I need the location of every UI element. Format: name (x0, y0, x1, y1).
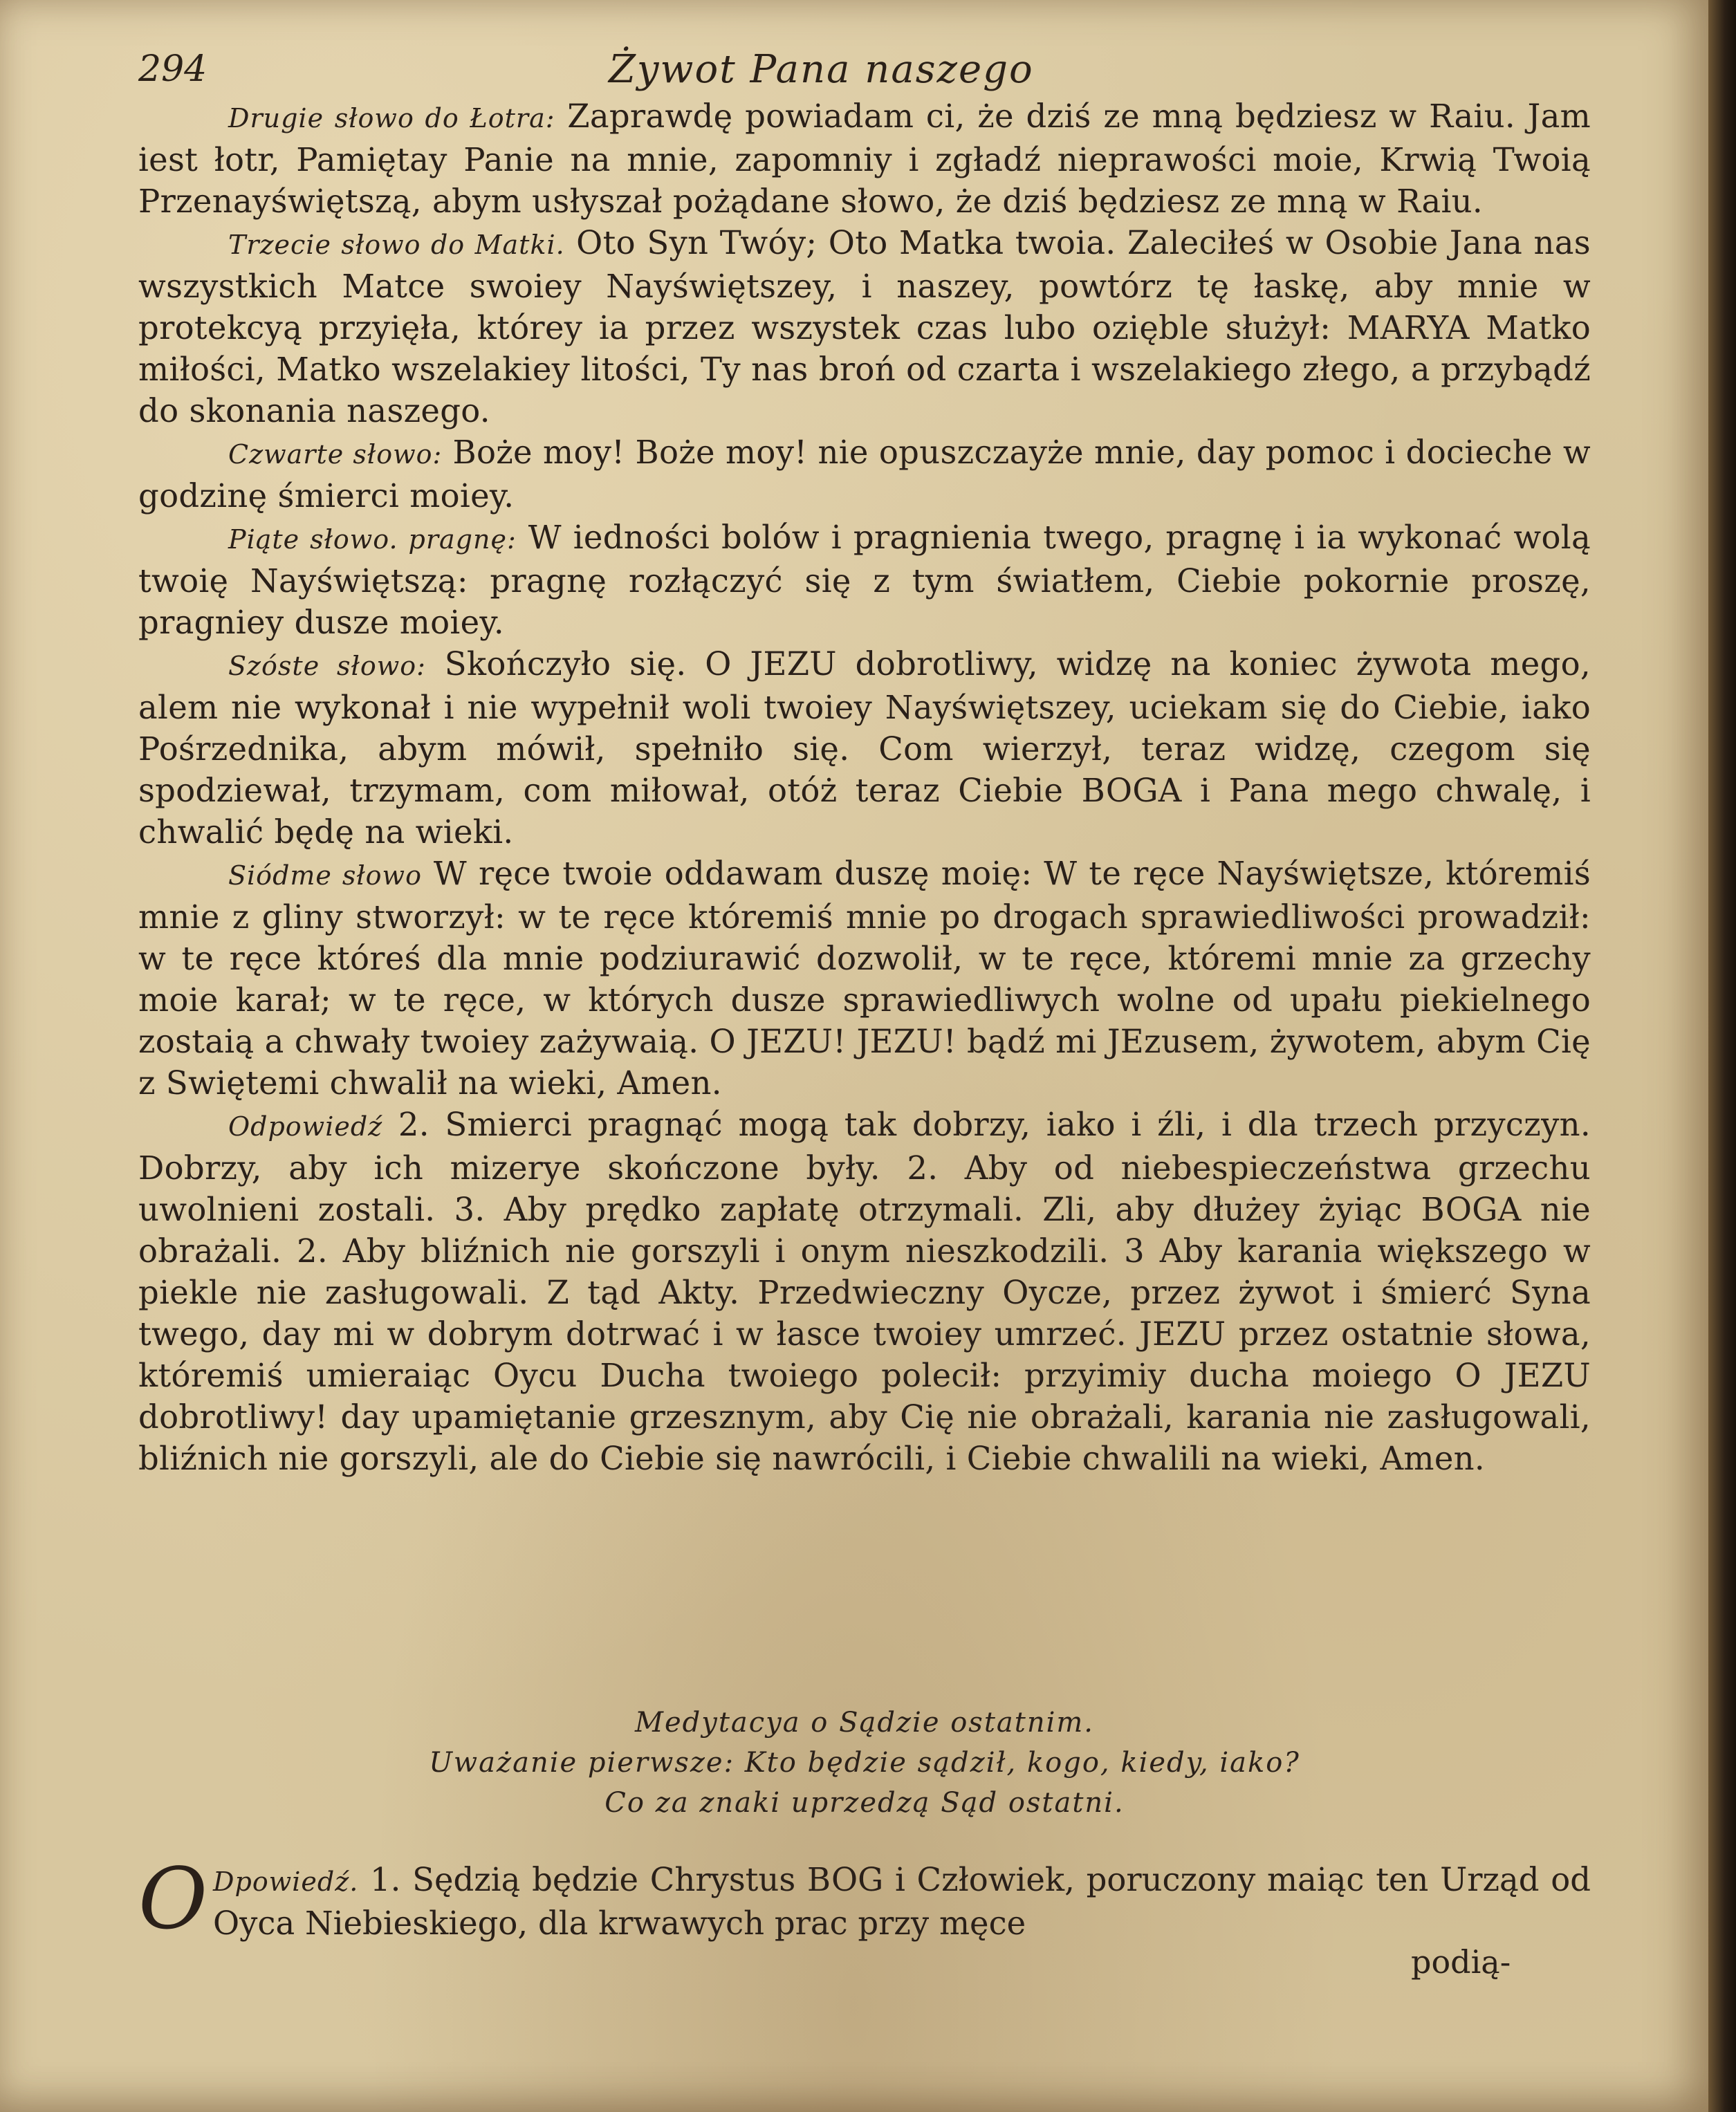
body-text (138, 95, 1591, 1479)
paragraph-text: Boże moy! Boże moy! nie opuszczayże mnie, day pomoc i docieche w godzinę śmierci moiey. (138, 434, 1591, 515)
paragraph-answer (138, 1104, 1591, 1479)
book-spine (1708, 0, 1736, 2112)
paragraph-text: Zaprawdę powiadam ci, że dziś ze mną będziesz w Raiu. Jam iest łotr, Pamiętay Panie na mnie, zapomniy i zgładź nieprawości moie, Krwią Twoią Przenayświętszą, abym usłyszał pożądane słowo, że dziś będziesz ze mną w Raiu. (138, 98, 1591, 220)
paragraph-sixth-word (138, 643, 1591, 853)
paragraph-fourth-word (138, 432, 1591, 517)
paragraph-fifth-word (138, 517, 1591, 643)
paragraph-text: W ręce twoie oddawam duszę moię: W te ręce Nayświętsze, któremiś mnie z gliny stworzył: w te ręce któremiś mnie po drogach sprawiedliwości prowadził: w te ręce któreś dla mnie podziurawić dozwolił, w te ręce, któremi mnie za grzechy moie karał; w te ręce, w których dusze sprawiedliwych wolne od upału piekielnego zostaią a chwały twoiey zażywaią. O JEZU! JEZU! bądź mi JEzusem, żywotem, abym Cię z Swiętemi chwalił na wieki, Amen. (138, 855, 1591, 1102)
paragraph-lead: Siódme słowo (228, 860, 422, 891)
running-title: Żywot Pana naszego (609, 47, 1034, 92)
final-text: 1. Sędzią będzie Chrystus BOG i Człowiek, poruczony maiąc ten Urząd od Oyca Niebieskiego, dla krwawych prac przy męce (213, 1861, 1591, 1942)
meditation-subtitle: Uważanie pierwsze: Kto będzie sądził, kogo, kiedy, iako? (429, 1747, 1300, 1779)
paragraph-lead: Odpowiedź (228, 1111, 383, 1142)
paragraph-seventh-word (138, 853, 1591, 1104)
final-paragraph (138, 1850, 1591, 1948)
page-header (138, 41, 1632, 97)
meditation-heading (138, 1703, 1591, 1823)
paragraph-lead: Piąte słowo. pragnę: (228, 524, 517, 555)
paragraph-text: 2. Smierci pragnąć mogą tak dobrzy, iako i źli, i dla trzech przyczyn. Dobrzy, aby ich mizerye skończone były. 2. Aby od niebespieczeństwa grzechu uwolnieni zostali. 3. Aby prędko zapłatę otrzymali. Zli, aby dłużey żyiąc BOGA nie obrażali. 2. Aby bliźnich nie gorszyli i onym nieszkodzili. 3 Aby karania większego w piekle nie zasługowali. Z tąd Akty. Przedwieczny Oycze, przez żywot i śmierć Syna twego, day mi w dobrym dotrwać i w łasce twoiey umrzeć. JEZU przez ostatnie słowa, któremiś umieraiąc Oycu Ducha twoiego polecił: przyimiy ducha moiego O JEZU dobrotliwy! day upamiętanie grzesznym, aby Cię nie obrażali, karania nie zasługowali, bliźnich nie gorszyli, ale do Ciebie się nawrócili, i Ciebie chwalili na wieki, Amen. (138, 1106, 1591, 1477)
paragraph-lead: Drugie słowo do Łotra: (228, 103, 555, 133)
paragraph-text: Skończyło się. O JEZU dobrotliwy, widzę na koniec żywota mego, alem nie wykonał i nie wypełnił woli twoiey Nayświętszey, uciekam się do Ciebie, iako Pośrzednika, abym mówił, spełniło się. Com wierzył, teraz widzę, czegom się spodziewał, trzymam, com miłował, otóż teraz Ciebie BOGA i Pana mego chwalę, i chwalić będę na wieki. (138, 645, 1591, 851)
catchword: podią- (1411, 1943, 1511, 1981)
paragraph-text: W iedności bolów i pragnienia twego, pragnę i ia wykonać wolą twoię Nayświętszą: pragnę rozłączyć się z tym światłem, Ciebie pokornie proszę, pragniey dusze moiey. (138, 519, 1591, 641)
page-number: 294 (138, 48, 207, 90)
paragraph-lead: Czwarte słowo: (228, 439, 443, 470)
paragraph-third-word (138, 222, 1591, 432)
paragraph-lead: Szóste słowo: (228, 651, 426, 681)
paragraph-text: Oto Syn Twóy; Oto Matka twoia. Zaleciłeś w Osobie Jana nas wszystkich Matce swoiey Nayświętszey, i naszey, powtórz tę łaskę, aby mnie w protekcyą przyięła, którey ia przez wszystek czas lubo ozięble służył: MARYA Matko miłości, Matko wszelakiey litości, Ty nas broń od czarta i wszelakiego złego, a przybądź do skonania naszego. (138, 224, 1591, 429)
drop-cap: O (138, 1850, 208, 1948)
paragraph-lead: Trzecie słowo do Matki. (228, 230, 565, 260)
meditation-title: Medytacya o Sądzie ostatnim. (634, 1707, 1095, 1739)
meditation-subtitle-2: Co za znaki uprzedzą Sąd ostatni. (604, 1787, 1125, 1819)
paragraph-second-word (138, 95, 1591, 222)
final-lead: Dpowiedź. (213, 1866, 359, 1897)
